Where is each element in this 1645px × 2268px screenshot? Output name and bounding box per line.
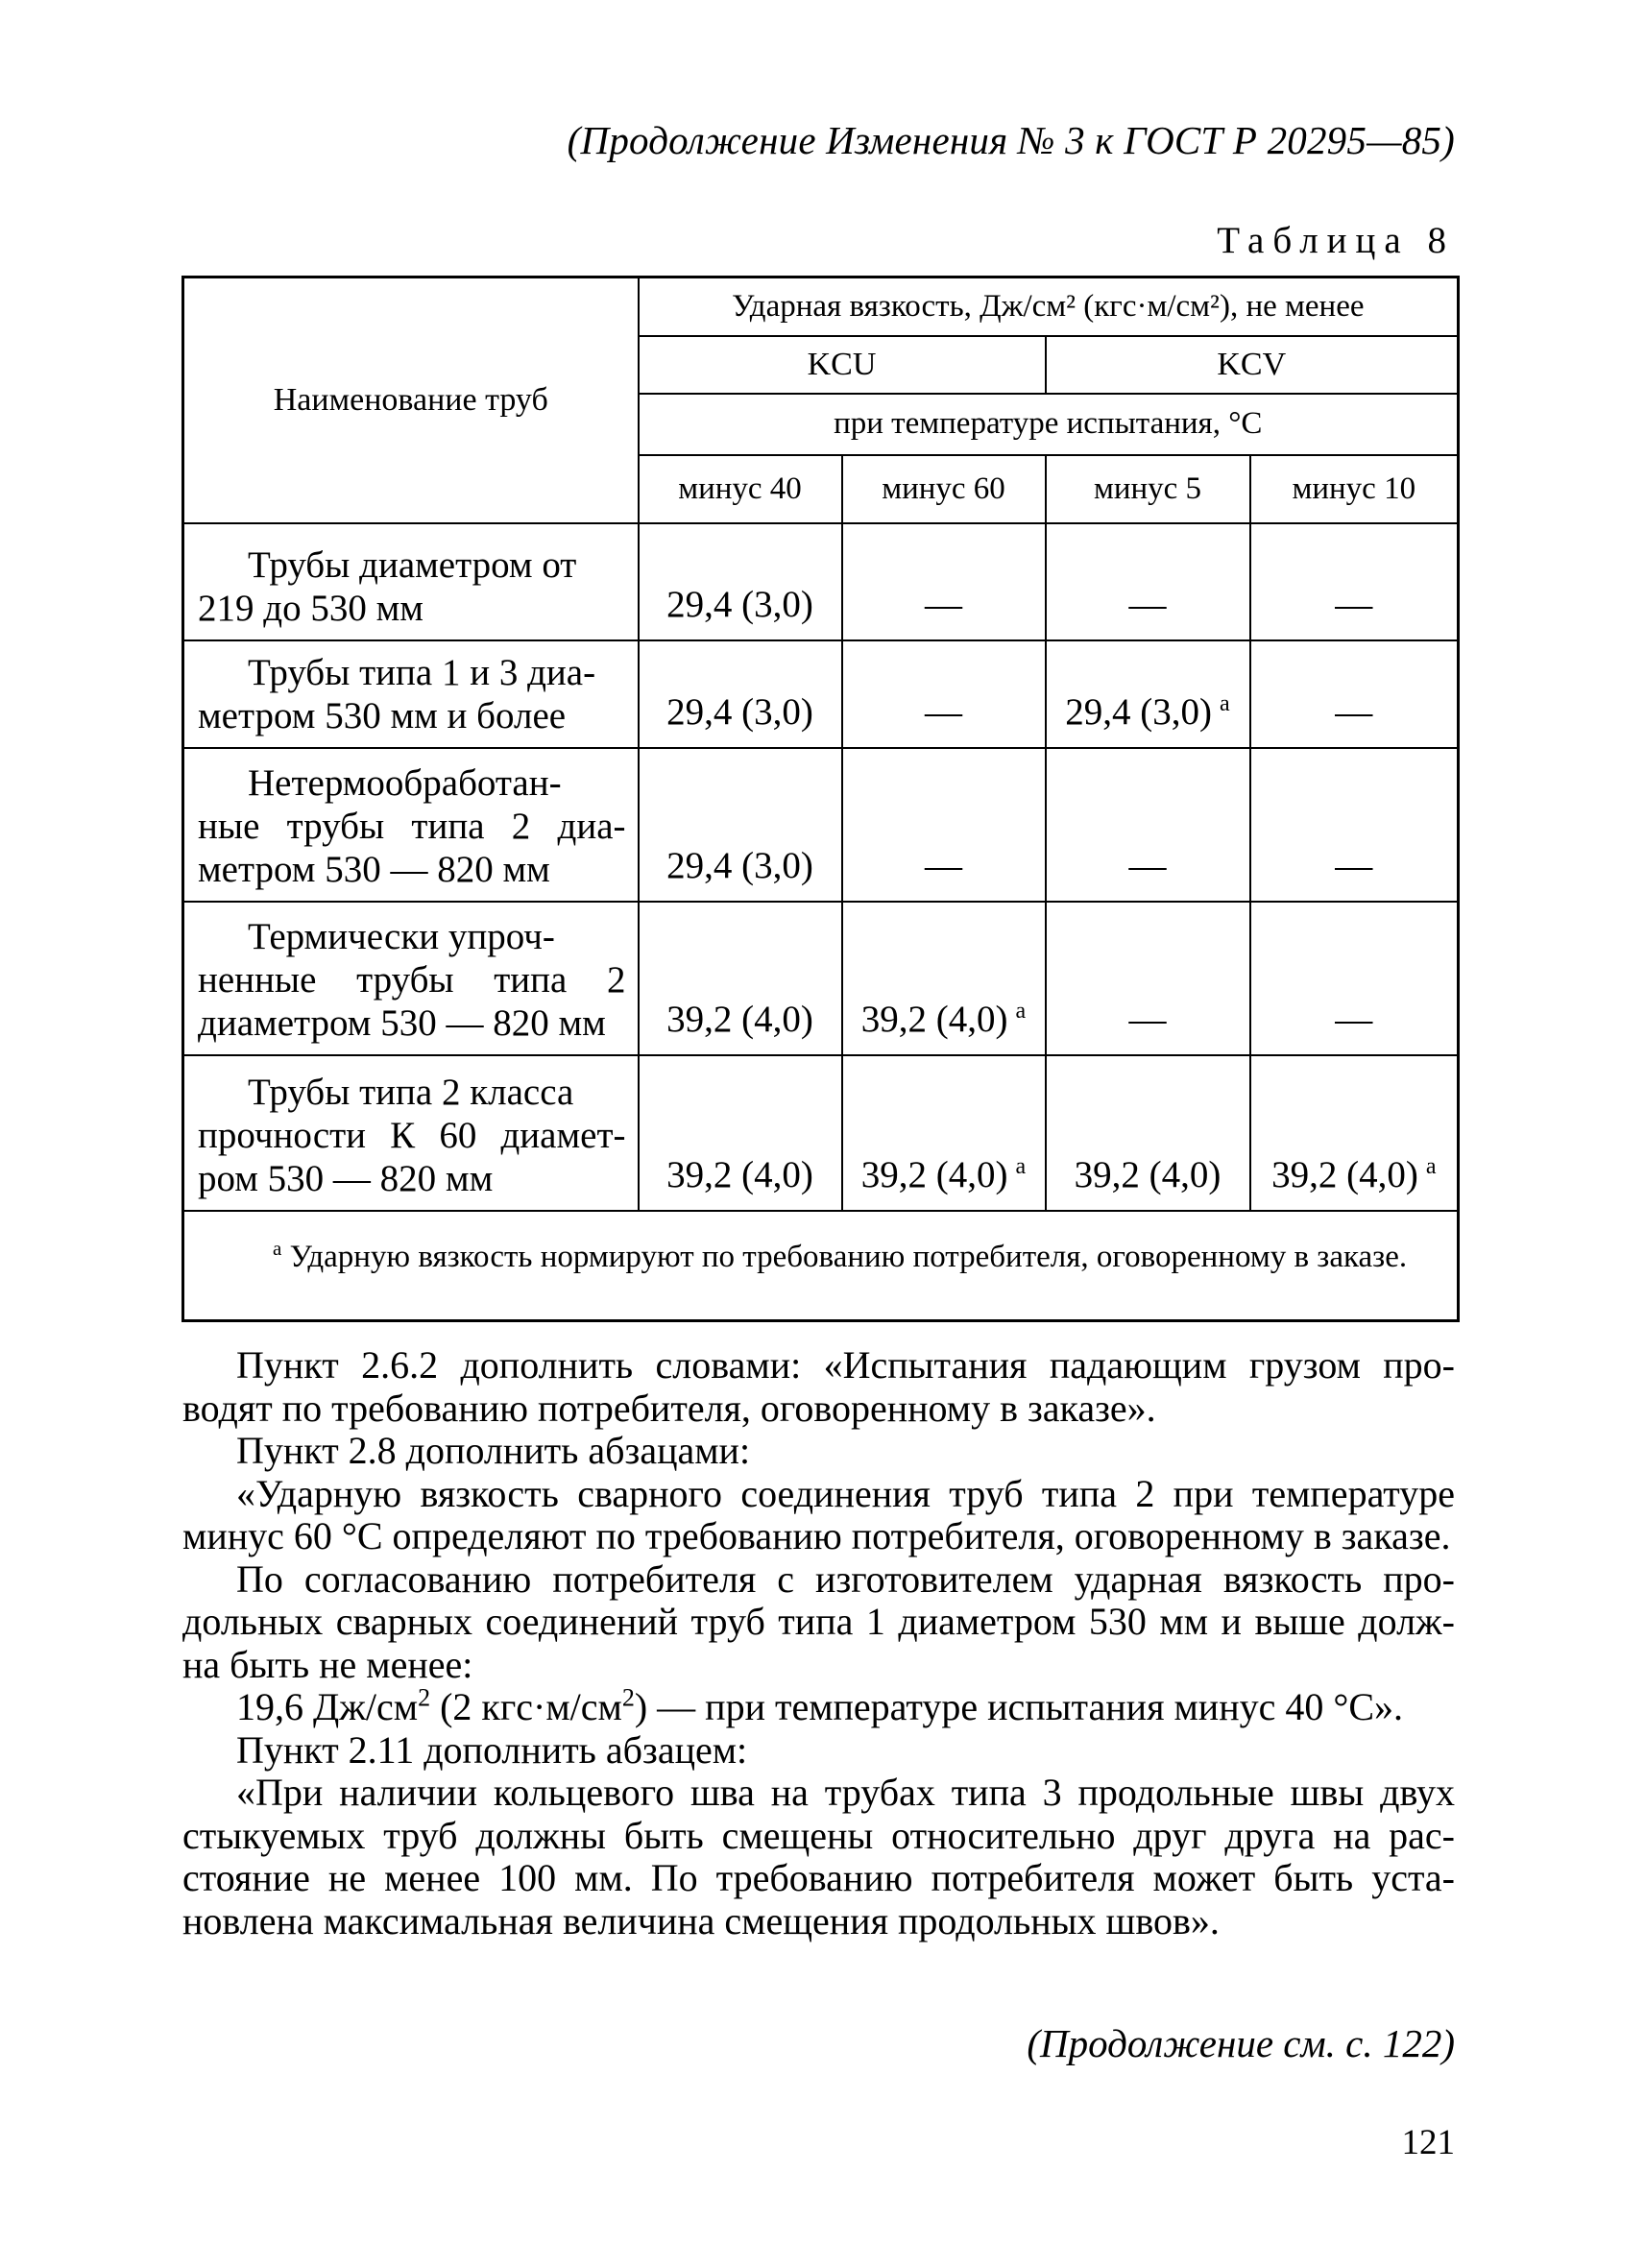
cell-value-text: — bbox=[1335, 998, 1373, 1040]
cell-value-text: — bbox=[925, 844, 962, 886]
header-kcv: KCV bbox=[1046, 336, 1459, 394]
cell-value-text: — bbox=[1335, 690, 1373, 733]
cell-value bbox=[1046, 902, 1250, 1055]
cell-value bbox=[842, 748, 1046, 902]
paragraph: По согласованию потребителя с изготовителем ударная вязкость про- дольных сварных соединений труб типа 1 диаметром 530 мм и выше долж- на быть не менее: bbox=[182, 1556, 1455, 1686]
row-name bbox=[183, 902, 639, 1055]
header-test-temperature: при температуре испытания, °С bbox=[639, 394, 1459, 455]
table-footnote bbox=[183, 1211, 1459, 1321]
footnote-text: Ударную вязкость нормируют по требованию потребителя, оговоренному в заказе. bbox=[281, 1239, 1408, 1274]
paragraph-formula bbox=[182, 1683, 1455, 1729]
cell-value bbox=[639, 902, 842, 1055]
superscript: 2 bbox=[621, 1683, 635, 1712]
footnote-mark: а bbox=[1425, 1153, 1437, 1179]
cell-value bbox=[1250, 902, 1459, 1055]
cell-value-text: 29,4 (3,0) bbox=[1065, 690, 1213, 733]
footnote-mark: а bbox=[1015, 1153, 1027, 1179]
row-name bbox=[183, 523, 639, 640]
text-run: ) — при температуре испытания минус 40 °С». bbox=[634, 1685, 1404, 1728]
cell-value bbox=[639, 1055, 842, 1211]
cell-value bbox=[639, 640, 842, 748]
cell-value-text: — bbox=[925, 583, 962, 625]
row-name-first-line: Нетермообработан- bbox=[248, 761, 562, 804]
cell-value bbox=[1046, 523, 1250, 640]
cell-value-text: 39,2 (4,0) bbox=[666, 1153, 813, 1195]
paragraph: Пункт 2.8 дополнить абзацами: bbox=[236, 1429, 751, 1472]
row-name-first-line: Трубы диаметром от bbox=[248, 543, 577, 586]
cell-value bbox=[1250, 748, 1459, 902]
superscript: 2 bbox=[418, 1683, 431, 1712]
cell-value-text: — bbox=[1335, 583, 1373, 625]
cell-value-text: 39,2 (4,0) bbox=[1074, 1153, 1222, 1195]
cell-value bbox=[1046, 1055, 1250, 1211]
header-kcu: KCU bbox=[639, 336, 1046, 394]
cell-value bbox=[842, 640, 1046, 748]
cell-value-text: — bbox=[925, 690, 962, 733]
row-name-rest: ные трубы типа 2 диа- метром 530 — 820 мм bbox=[198, 805, 626, 890]
col-header-pipe-name: Наименование труб bbox=[183, 277, 639, 523]
table-row bbox=[183, 748, 1459, 902]
temp-header-2: минус 60 bbox=[842, 455, 1046, 523]
table-caption: Таблица 8 bbox=[1217, 220, 1455, 261]
table-row bbox=[183, 1055, 1459, 1211]
cell-value bbox=[842, 902, 1046, 1055]
footnote-mark: а bbox=[1220, 690, 1230, 716]
page-number: 121 bbox=[1401, 2123, 1455, 2162]
cell-value-text: — bbox=[1128, 844, 1167, 886]
row-name-rest: метром 530 мм и более bbox=[198, 694, 567, 736]
row-name bbox=[183, 640, 639, 748]
cell-value-text: — bbox=[1128, 998, 1167, 1040]
paragraph: Пункт 2.6.2 дополнить словами: «Испытания падающим грузом про- водят по требованию потребителя, оговоренному в заказе». bbox=[182, 1343, 1455, 1430]
cell-value-text: 39,2 (4,0) bbox=[1271, 1153, 1418, 1195]
table-row bbox=[183, 640, 1459, 748]
row-name-first-line: Термически упроч- bbox=[248, 915, 555, 957]
cell-value-text: — bbox=[1335, 844, 1373, 886]
paragraph: «Ударную вязкость сварного соединения труб типа 2 при температуре минус 60 °С определяют по требованию потребителя, оговоренному в заказе. bbox=[182, 1471, 1455, 1557]
footnote-mark: а bbox=[273, 1236, 282, 1260]
row-name-rest: ненные трубы типа 2 диаметром 530 — 820 мм bbox=[198, 958, 626, 1044]
cell-value bbox=[1250, 523, 1459, 640]
table-row bbox=[183, 523, 1459, 640]
cell-value bbox=[639, 748, 842, 902]
table-footnote-row bbox=[183, 1211, 1459, 1321]
footnote-mark: а bbox=[1015, 998, 1027, 1024]
row-name-first-line: Трубы типа 2 класса bbox=[248, 1071, 574, 1113]
cell-value bbox=[1250, 640, 1459, 748]
cell-value-text: 39,2 (4,0) bbox=[666, 998, 813, 1040]
row-name-first-line: Трубы типа 1 и 3 диа- bbox=[248, 651, 596, 693]
row-name-rest: 219 до 530 мм bbox=[198, 587, 423, 629]
table-row bbox=[183, 902, 1459, 1055]
temp-header-3: минус 5 bbox=[1046, 455, 1250, 523]
text-run: (2 кгс·м/см bbox=[430, 1685, 622, 1728]
cell-value-text: 29,4 (3,0) bbox=[666, 844, 813, 886]
row-name-rest: прочности К 60 диамет- ром 530 — 820 мм bbox=[198, 1114, 626, 1199]
text-run: 19,6 Дж/см bbox=[236, 1685, 419, 1728]
cell-value bbox=[1250, 1055, 1459, 1211]
group-header-impact-strength: Ударная вязкость, Дж/см² (кгс·м/см²), не менее bbox=[639, 277, 1459, 336]
cell-value-text: 39,2 (4,0) bbox=[860, 998, 1008, 1040]
cell-value-text: 29,4 (3,0) bbox=[666, 583, 813, 625]
paragraph: Пункт 2.11 дополнить абзацем: bbox=[236, 1727, 748, 1772]
paragraph: «При наличии кольцевого шва на трубах типа 3 продольные швы двух стыкуемых труб должны быть смещены относительно друг друга на рас- стояние не менее 100 мм. По требованию потребителя может быть уста- новлена максимальная величина смещения продольных швов». bbox=[182, 1771, 1455, 1942]
cell-value-text: — bbox=[1128, 583, 1167, 625]
cell-value bbox=[639, 523, 842, 640]
cell-value bbox=[842, 523, 1046, 640]
body-text bbox=[182, 1344, 1455, 1942]
cell-value-text: 29,4 (3,0) bbox=[666, 690, 813, 733]
temp-header-4: минус 10 bbox=[1250, 455, 1459, 523]
cell-value bbox=[842, 1055, 1046, 1211]
row-name bbox=[183, 1055, 639, 1211]
temp-header-1: минус 40 bbox=[639, 455, 842, 523]
continuation-note: (Продолжение см. с. 122) bbox=[1027, 2021, 1455, 2065]
cell-value bbox=[1046, 748, 1250, 902]
row-name bbox=[183, 748, 639, 902]
running-header: (Продолжение Изменения № 3 к ГОСТ Р 20295—85) bbox=[567, 118, 1455, 162]
impact-strength-table bbox=[181, 276, 1460, 1322]
cell-value-text: 39,2 (4,0) bbox=[860, 1153, 1008, 1195]
cell-value bbox=[1046, 640, 1250, 748]
